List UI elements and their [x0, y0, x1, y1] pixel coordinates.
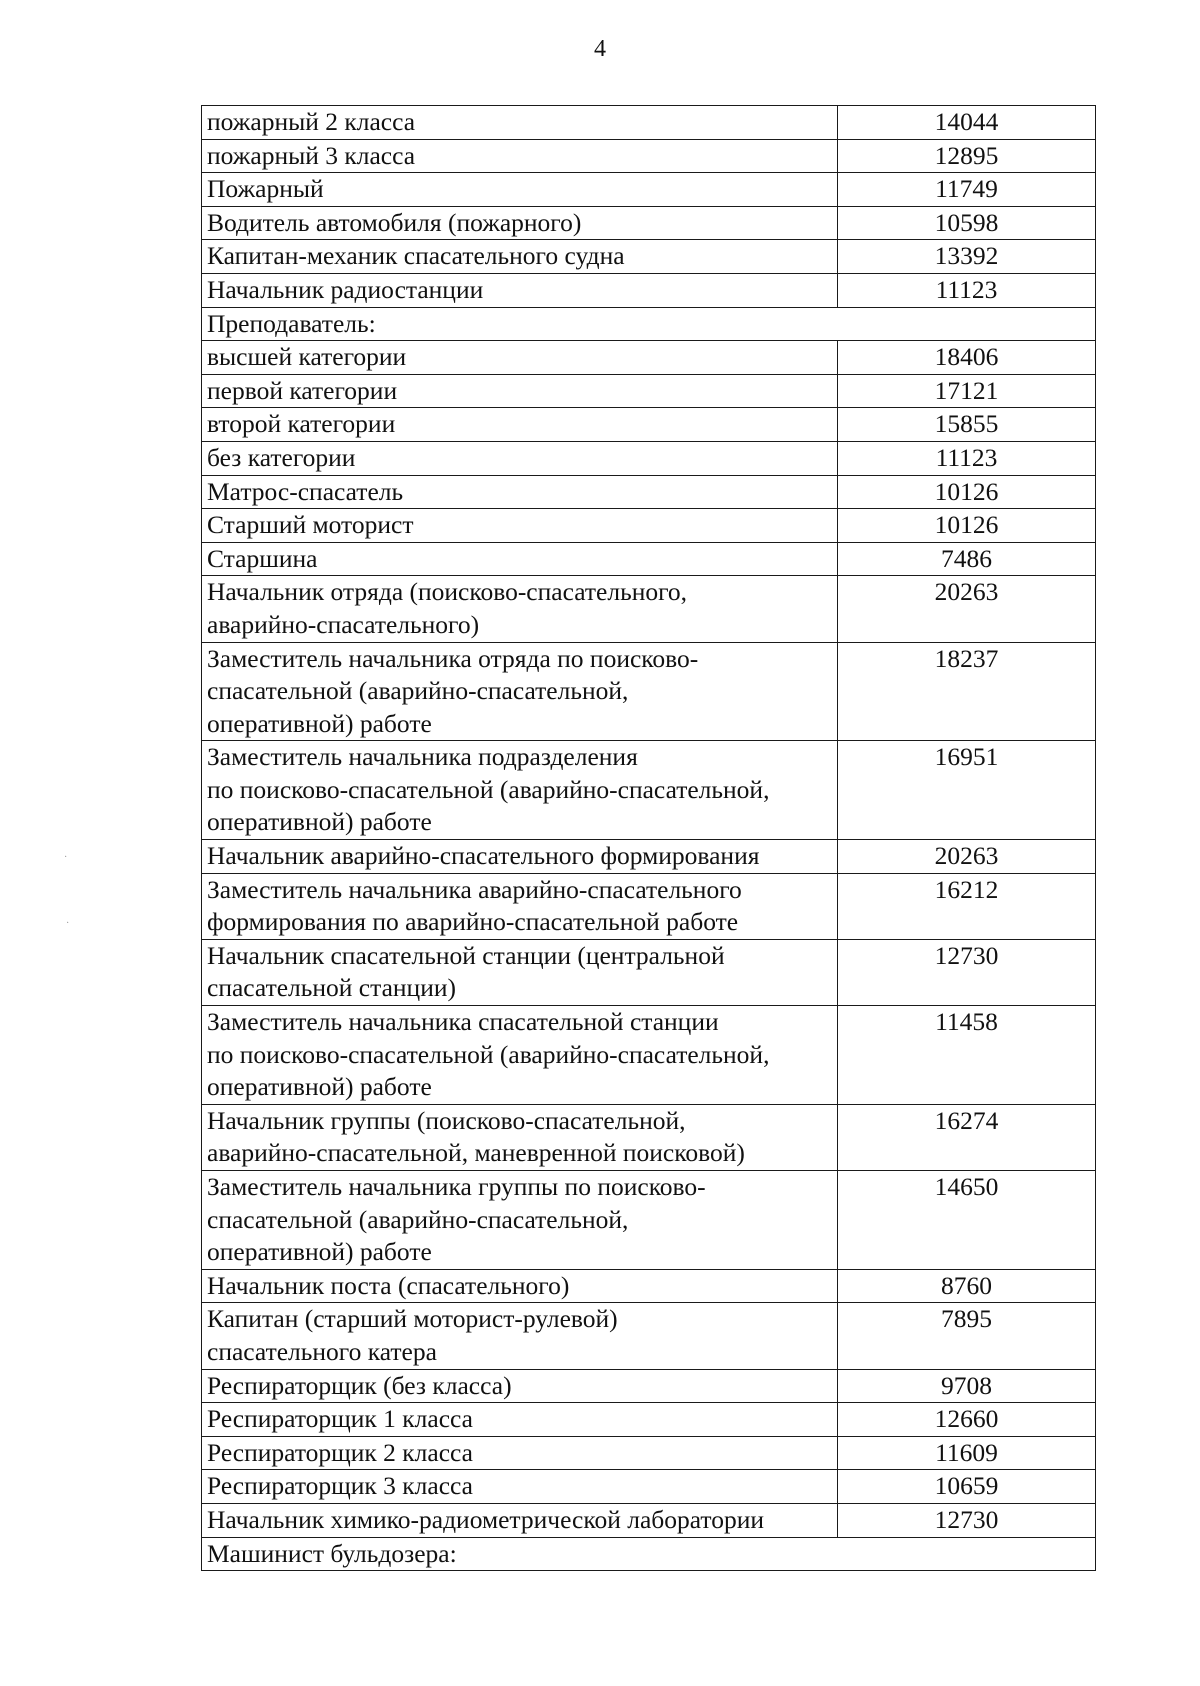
position-name-cell: без категории	[202, 441, 838, 475]
salary-value-cell: 15855	[838, 408, 1096, 442]
salary-value-cell: 20263	[838, 840, 1096, 874]
scan-speck: ·	[64, 852, 68, 863]
position-name-cell: Начальник группы (поисково-спасательной, аварийно-спасательной, маневренной поисковой)	[202, 1104, 838, 1170]
salary-value-cell: 11458	[838, 1006, 1096, 1105]
table-row	[202, 1369, 1096, 1403]
position-name-cell: высшей категории	[202, 341, 838, 375]
salary-table	[201, 105, 1096, 1571]
scan-speck: ·	[66, 918, 70, 929]
position-name-cell: Старшина	[202, 542, 838, 576]
salary-value-cell: 12730	[838, 939, 1096, 1005]
position-name-cell: Заместитель начальника группы по поисково- спасательной (аварийно-спасательной, оперативной) работе	[202, 1171, 838, 1270]
table-row	[202, 173, 1096, 207]
table-row	[202, 642, 1096, 741]
salary-value-cell: 12730	[838, 1503, 1096, 1537]
salary-value-cell: 16274	[838, 1104, 1096, 1170]
position-name-cell: второй категории	[202, 408, 838, 442]
salary-table-body	[202, 106, 1096, 1571]
salary-value-cell: 12660	[838, 1403, 1096, 1437]
salary-value-cell: 8760	[838, 1269, 1096, 1303]
position-name-cell: Матрос-спасатель	[202, 475, 838, 509]
table-row	[202, 374, 1096, 408]
table-row	[202, 1470, 1096, 1504]
table-row	[202, 1436, 1096, 1470]
table-row	[202, 576, 1096, 642]
position-name-cell: Водитель автомобиля (пожарного)	[202, 206, 838, 240]
table-row	[202, 542, 1096, 576]
position-name-cell: Капитан (старший моторист-рулевой) спасательного катера	[202, 1303, 838, 1369]
table-row	[202, 441, 1096, 475]
position-name-cell: Заместитель начальника спасательной станции по поисково-спасательной (аварийно-спасательной, оперативной) работе	[202, 1006, 838, 1105]
table-row	[202, 1403, 1096, 1437]
table-row	[202, 840, 1096, 874]
table-row	[202, 139, 1096, 173]
salary-value-cell: 16212	[838, 873, 1096, 939]
salary-value-cell: 18237	[838, 642, 1096, 741]
salary-value-cell: 17121	[838, 374, 1096, 408]
position-name-cell: Начальник спасательной станции (центральной спасательной станции)	[202, 939, 838, 1005]
salary-value-cell: 14650	[838, 1171, 1096, 1270]
position-name-cell: Респираторщик 1 класса	[202, 1403, 838, 1437]
position-name-cell: Начальник химико-радиометрической лаборатории	[202, 1503, 838, 1537]
salary-value-cell: 10126	[838, 509, 1096, 543]
salary-value-cell: 12895	[838, 139, 1096, 173]
table-row	[202, 1104, 1096, 1170]
position-name-cell: Заместитель начальника аварийно-спасательного формирования по аварийно-спасательной работе	[202, 873, 838, 939]
salary-value-cell: 20263	[838, 576, 1096, 642]
table-row	[202, 307, 1096, 341]
table-row	[202, 273, 1096, 307]
table-row	[202, 1537, 1096, 1571]
salary-value-cell: 7486	[838, 542, 1096, 576]
salary-value-cell: 13392	[838, 240, 1096, 274]
position-name-cell: пожарный 2 класса	[202, 106, 838, 140]
position-name-cell: Начальник поста (спасательного)	[202, 1269, 838, 1303]
salary-value-cell: 11123	[838, 273, 1096, 307]
salary-value-cell: 11749	[838, 173, 1096, 207]
table-row	[202, 206, 1096, 240]
position-name-cell: Начальник радиостанции	[202, 273, 838, 307]
salary-value-cell: 7895	[838, 1303, 1096, 1369]
position-name-cell: первой категории	[202, 374, 838, 408]
position-name-cell: Пожарный	[202, 173, 838, 207]
position-name-cell: Старший моторист	[202, 509, 838, 543]
position-name-cell: Начальник аварийно-спасательного формирования	[202, 840, 838, 874]
position-name-cell: Начальник отряда (поисково-спасательного, аварийно-спасательного)	[202, 576, 838, 642]
section-header-cell: Преподаватель:	[202, 307, 1096, 341]
position-name-cell: Заместитель начальника подразделения по поисково-спасательной (аварийно-спасательной, оперативной) работе	[202, 741, 838, 840]
table-row	[202, 106, 1096, 140]
position-name-cell: Респираторщик 3 класса	[202, 1470, 838, 1504]
salary-value-cell: 9708	[838, 1369, 1096, 1403]
salary-value-cell: 16951	[838, 741, 1096, 840]
salary-value-cell: 18406	[838, 341, 1096, 375]
table-row	[202, 341, 1096, 375]
table-row	[202, 1171, 1096, 1270]
table-row	[202, 873, 1096, 939]
section-header-cell: Машинист бульдозера:	[202, 1537, 1096, 1571]
salary-value-cell: 10598	[838, 206, 1096, 240]
position-name-cell: Респираторщик 2 класса	[202, 1436, 838, 1470]
table-row	[202, 509, 1096, 543]
table-row	[202, 1303, 1096, 1369]
table-row	[202, 1269, 1096, 1303]
position-name-cell: пожарный 3 класса	[202, 139, 838, 173]
page-number: 4	[594, 36, 606, 62]
salary-value-cell: 14044	[838, 106, 1096, 140]
table-row	[202, 240, 1096, 274]
salary-value-cell: 11123	[838, 441, 1096, 475]
salary-value-cell: 10126	[838, 475, 1096, 509]
position-name-cell: Заместитель начальника отряда по поисково- спасательной (аварийно-спасательной, оперативной) работе	[202, 642, 838, 741]
salary-value-cell: 11609	[838, 1436, 1096, 1470]
salary-value-cell: 10659	[838, 1470, 1096, 1504]
table-row	[202, 475, 1096, 509]
table-row	[202, 939, 1096, 1005]
position-name-cell: Респираторщик (без класса)	[202, 1369, 838, 1403]
table-row	[202, 408, 1096, 442]
table-row	[202, 1503, 1096, 1537]
table-row	[202, 1006, 1096, 1105]
table-row	[202, 741, 1096, 840]
position-name-cell: Капитан-механик спасательного судна	[202, 240, 838, 274]
